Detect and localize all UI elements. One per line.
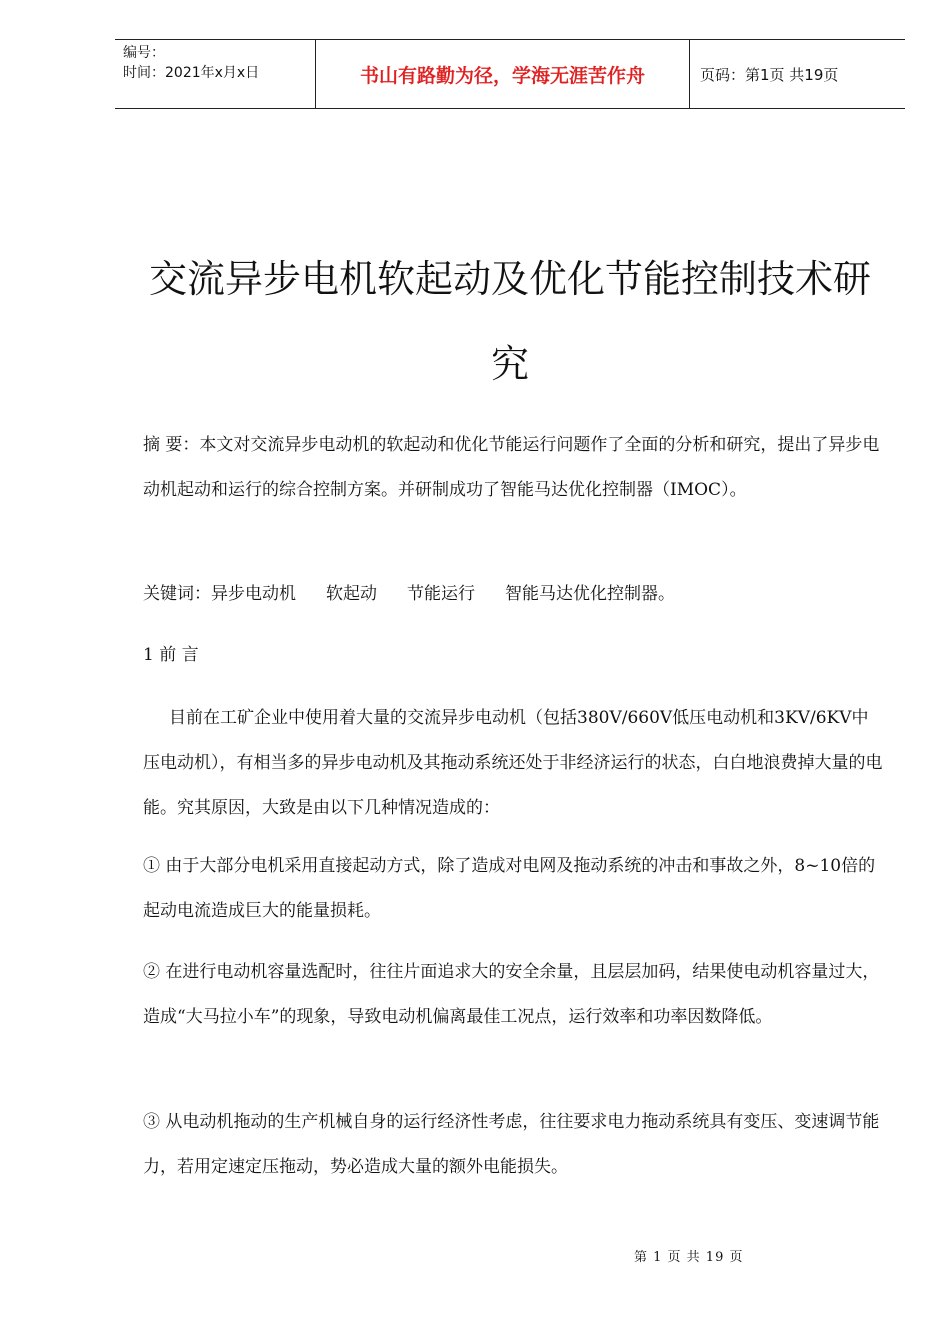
intro-paragraph: 目前在工矿企业中使用着大量的交流异步电动机（包括380V/660V低压电动机和3KV/6KV中压电动机），有相当多的异步电动机及其拖动系统还处于非经济运行的状态，白白地浪费掉大量的电能。究其原因，大致是由以下几种情况造成的：	[143, 708, 883, 818]
page-footer: 第 1 页 共 19 页	[634, 1250, 744, 1265]
abstract	[143, 423, 883, 513]
time-label: 时间：2021年x月x日	[123, 65, 260, 81]
page-header	[115, 39, 905, 109]
header-motto: 书山有路勤为径，学海无涯苦作舟	[316, 40, 690, 108]
number-label: 编号：	[123, 45, 165, 61]
list-item: ③ 从电动机拖动的生产机械自身的运行经济性考虑，往往要求电力拖动系统具有变压、变速调节能力，若用定速定压拖动，势必造成大量的额外电能损失。	[143, 1112, 880, 1177]
keyword-item: 异步电动机	[211, 584, 296, 604]
document-title-line1: 交流异步电机软起动及优化节能控制技术研	[148, 257, 871, 301]
document-title-line2: 究	[490, 342, 529, 386]
abstract-label: 摘 要：	[143, 435, 200, 455]
keyword-item: 软起动	[326, 584, 377, 604]
section-heading: 1 前 言	[143, 645, 199, 665]
keywords-label: 关键词：	[143, 584, 211, 604]
list-item: ① 由于大部分电机采用直接起动方式，除了造成对电网及拖动系统的冲击和事故之外，8~10倍的起动电流造成巨大的能量损耗。	[143, 856, 876, 921]
list-item: ② 在进行电动机容量选配时，往往片面追求大的安全余量，且层层加码，结果使电动机容量过大，造成“大马拉小车”的现象，导致电动机偏离最佳工况点，运行效率和功率因数降低。	[143, 962, 880, 1027]
keyword-item: 节能运行	[407, 584, 475, 604]
keyword-item: 智能马达优化控制器。	[505, 584, 675, 604]
abstract-text: 本文对交流异步电动机的软起动和优化节能运行问题作了全面的分析和研究，提出了异步电动机起动和运行的综合控制方案。并研制成功了智能马达优化控制器（IMOC）。	[143, 435, 880, 500]
keywords	[143, 572, 883, 617]
header-meta	[115, 40, 316, 108]
header-page-info: 页码：第1页 共19页	[700, 65, 839, 84]
